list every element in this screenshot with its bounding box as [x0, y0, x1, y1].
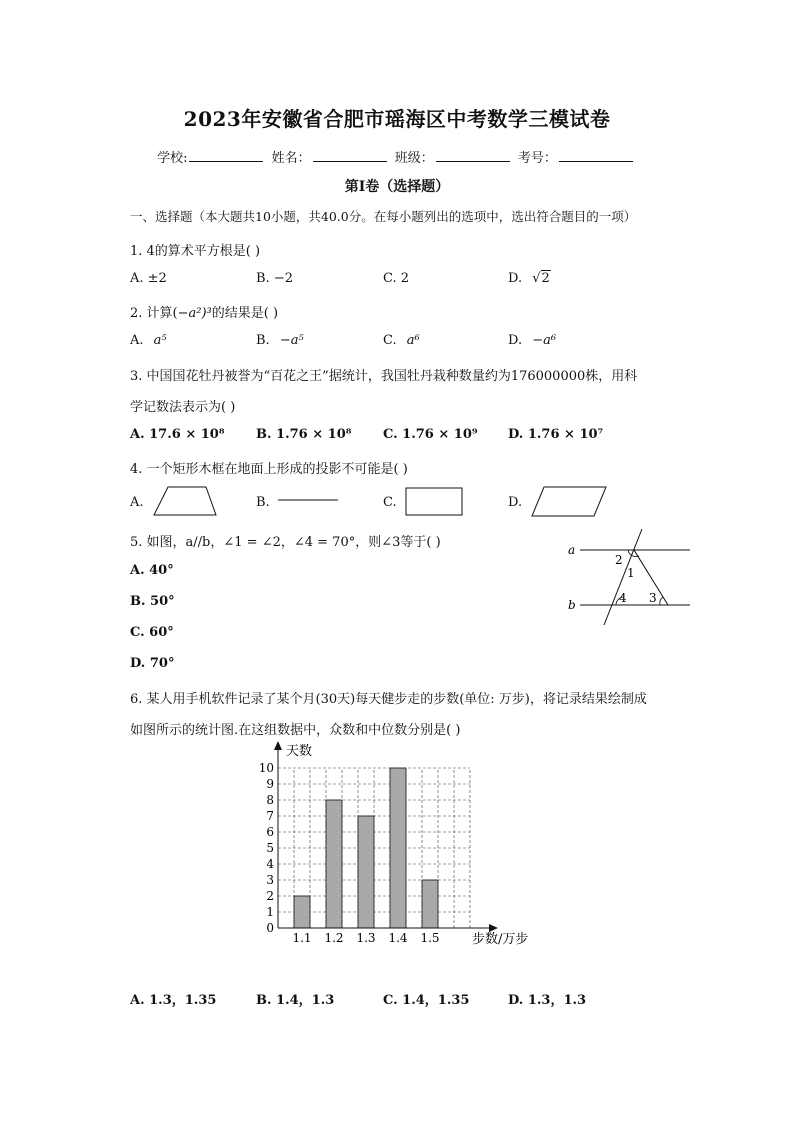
- y-tick-label: 10: [258, 761, 274, 775]
- step-count-bar-chart: [250, 740, 550, 950]
- q2-option-c: [383, 333, 420, 348]
- x-tick-label: 1.5: [420, 931, 440, 945]
- parallelogram-shape: [528, 485, 610, 519]
- q3-stem-line2: 学记数法表示为( ): [130, 400, 236, 415]
- bar-1.3: [358, 816, 374, 928]
- y-tick-label: 7: [266, 809, 274, 823]
- q6-option-c: C. 1.4，1.35: [383, 993, 470, 1008]
- y-tick-label: 4: [266, 857, 274, 871]
- angle-4-label: 4: [619, 591, 627, 605]
- x-axis-arrow: [489, 924, 498, 932]
- trapezoid-shape: [150, 485, 220, 517]
- x-tick-label: 1.3: [356, 931, 376, 945]
- y-tick-label: 5: [266, 841, 274, 855]
- angle-3-label: 3: [649, 591, 657, 605]
- q5-stem: 5. 如图，a//b，∠1 = ∠2，∠4 = 70°，则∠3等于( ): [130, 535, 441, 550]
- name-label: 姓名：: [271, 151, 311, 166]
- x-axis-title: 步数/万步: [472, 932, 529, 947]
- y-axis-title: 天数: [286, 744, 313, 759]
- y-tick-label: 1: [266, 905, 274, 919]
- q2-stem-post: 的结果是( ): [211, 306, 279, 321]
- angle-1-label: 1: [627, 566, 635, 580]
- q5-option-d: D. 70°: [130, 656, 175, 671]
- q4-option-a-label: A.: [130, 495, 144, 510]
- page-title: 2023年安徽省合肥市瑶海区中考数学三模试卷: [183, 107, 611, 131]
- q2-option-b: [256, 333, 304, 348]
- angle-2-label: 2: [615, 553, 623, 567]
- bar-1.1: [294, 896, 310, 928]
- x-tick-label: 1.2: [324, 931, 344, 945]
- q6-option-d: D. 1.3，1.3: [508, 993, 587, 1008]
- line-segment-shape: [276, 495, 342, 505]
- y-axis-arrow: [274, 741, 282, 750]
- school-blank: [189, 149, 263, 162]
- q1-option-d-label: D.: [508, 271, 527, 286]
- y-tick-label: 0: [266, 921, 274, 935]
- q1-option-d-radicand: 2: [541, 271, 550, 286]
- q1-option-c: C. 2: [383, 271, 410, 286]
- y-tick-label: 3: [266, 873, 274, 887]
- chart-labels: [259, 761, 440, 945]
- q4-stem: 4. 一个矩形木框在地面上形成的投影不可能是( ): [130, 462, 408, 477]
- q5-option-b: B. 50°: [130, 594, 175, 609]
- q3-option-b: B. 1.76 × 10⁸: [256, 427, 352, 442]
- q1-option-a: A. ±2: [130, 271, 167, 286]
- q6-stem-line1: 6. 某人用手机软件记录了某个月(30天)每天健步走的步数(单位: 万步)，将记录结果绘制成: [130, 692, 647, 707]
- q3-option-a: A. 17.6 × 10⁸: [130, 427, 225, 442]
- q3-stem-line1: 3. 中国国花牡丹被誉为“百花之王”据统计，我国牡丹栽种数量约为176000000株，用科: [130, 369, 638, 384]
- x-tick-label: 1.4: [388, 931, 408, 945]
- q6-option-b: B. 1.4，1.3: [256, 993, 335, 1008]
- y-tick-label: 2: [266, 889, 274, 903]
- y-tick-label: 8: [266, 793, 274, 807]
- q2-stem: [130, 302, 278, 321]
- name-blank: [313, 149, 387, 162]
- q4-option-c-label: C.: [383, 495, 397, 510]
- label-a: a: [568, 543, 576, 557]
- q5-option-c: C. 60°: [130, 625, 174, 640]
- q2-option-c-label: C.: [383, 333, 397, 348]
- q2-option-a: [130, 333, 167, 348]
- q1-stem: 1. 4的算术平方根是( ): [130, 244, 261, 259]
- bar-1.5: [422, 880, 438, 928]
- sqrt-sign: √: [532, 271, 541, 286]
- q1-option-d: [508, 271, 551, 286]
- q6-stem-line2: 如图所示的统计图.在这组数据中，众数和中位数分别是( ): [130, 723, 461, 738]
- q2-option-d-value: −a⁶: [532, 333, 557, 348]
- student-info-line: [0, 147, 794, 166]
- q2-option-b-label: B.: [256, 333, 270, 348]
- exam-no-label: 考号：: [517, 151, 557, 166]
- part-heading: 一、选择题（本大题共10小题，共40.0分。在每小题列出的选项中，选出符合题目的一项）: [130, 209, 637, 224]
- q2-option-a-label: A.: [130, 333, 144, 348]
- q2-stem-expr: −a²)³: [177, 306, 212, 321]
- q4-option-d-label: D.: [508, 495, 523, 510]
- q3-option-c: C. 1.76 × 10⁹: [383, 427, 478, 442]
- exam-no-blank: [559, 149, 633, 162]
- q2-option-a-value: a⁵: [153, 333, 167, 348]
- y-tick-label: 6: [266, 825, 274, 839]
- q5-option-a: A. 40°: [130, 563, 174, 578]
- q6-option-a: A. 1.3，1.35: [130, 993, 217, 1008]
- q1-option-b: B. −2: [256, 271, 293, 286]
- q4-option-b-label: B.: [256, 495, 270, 510]
- bar-1.4: [390, 768, 406, 928]
- bar-1.2: [326, 800, 342, 928]
- q2-stem-pre: 2. 计算(: [130, 306, 178, 321]
- school-label: 学校:: [157, 151, 188, 166]
- q3-option-d: D. 1.76 × 10⁷: [508, 427, 604, 442]
- x-tick-label: 1.1: [292, 931, 312, 945]
- class-blank: [436, 149, 510, 162]
- label-b: b: [568, 598, 576, 612]
- q2-option-d-label: D.: [508, 333, 523, 348]
- section-heading: 第I卷（选择题）: [344, 179, 450, 195]
- parallel-lines-figure: [560, 525, 695, 630]
- q2-option-d: [508, 333, 556, 348]
- y-tick-label: 9: [266, 777, 274, 791]
- q2-option-c-value: a⁶: [406, 333, 420, 348]
- q2-option-b-value: −a⁵: [279, 333, 304, 348]
- class-label: 班级：: [394, 151, 434, 166]
- rectangle-shape: [402, 486, 466, 518]
- transversal-line: [604, 529, 642, 625]
